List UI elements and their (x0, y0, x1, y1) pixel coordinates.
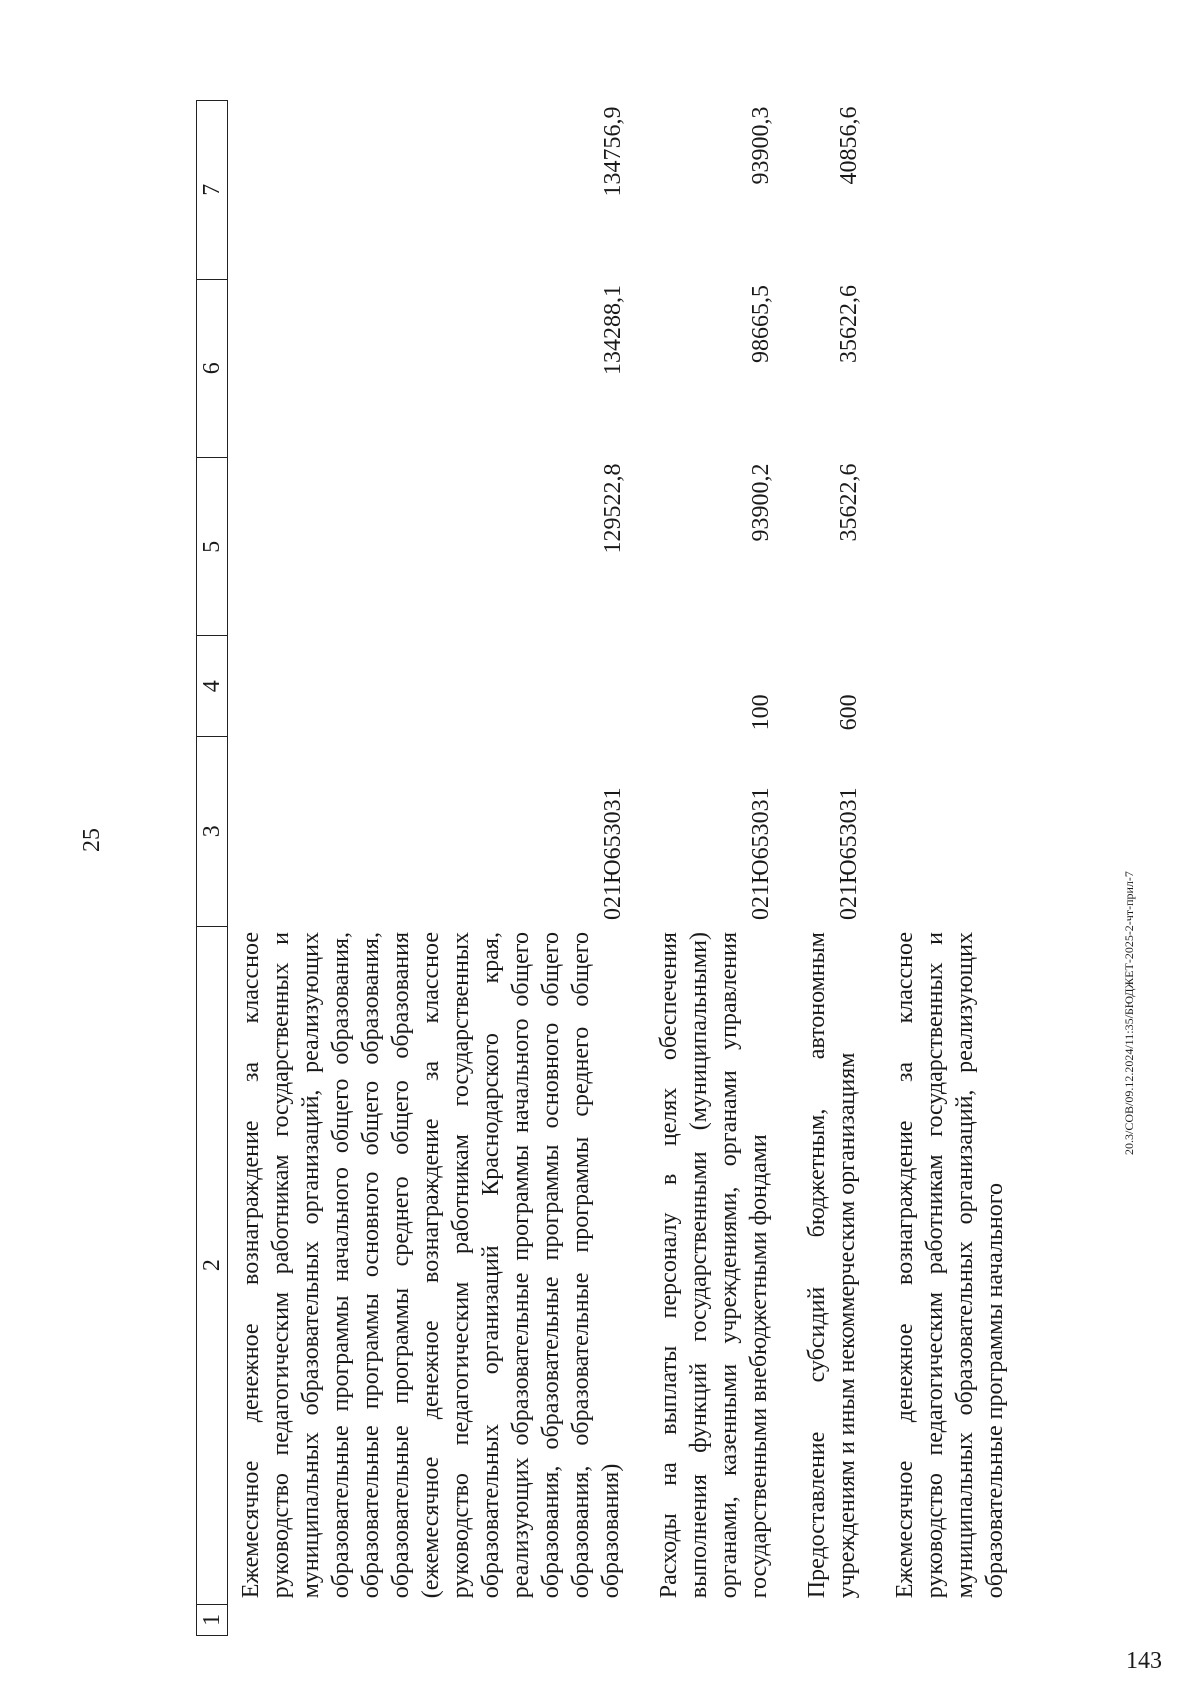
row-value-col5: 93900,2 (748, 463, 774, 542)
row-value-col7: 40856,6 (836, 106, 862, 185)
row-name: Ежемесячное денежное вознаграждение за классное руководство педагогическим работникам государственных и муниципальных образовательных организаций, реализующих образовательные программы начального (892, 932, 1008, 1599)
header-col-6: 6 (197, 279, 228, 457)
header-col-4: 4 (197, 636, 228, 736)
row-value-col6: 98665,5 (748, 285, 774, 364)
budget-table (196, 100, 1012, 1636)
row-expense-group (882, 636, 1012, 736)
row-expense-group (228, 636, 629, 736)
document-code-text: 20.3/СОВ/09.12.2024/11:35/БЮДЖЕТ-2025-2-чт-прил-7 (1122, 871, 1136, 1155)
header-col-1: 1 (197, 1604, 228, 1635)
row-value-col6: 134288,1 (600, 285, 626, 376)
row-expense-group: 100 (748, 694, 774, 731)
header-col-3: 3 (197, 736, 228, 926)
table-row (228, 101, 629, 1636)
budget-table-rotated (196, 100, 1026, 1636)
row-value-col6: 35622,6 (836, 285, 862, 364)
row-value-col6 (882, 279, 1012, 457)
row-value-col5: 35622,6 (836, 463, 862, 542)
row-value-col5: 129522,8 (600, 463, 626, 554)
header-col-7: 7 (197, 101, 228, 280)
header-col-2: 2 (197, 926, 228, 1604)
row-name: Предоставление субсидий бюджетным, автономным учреждениям и иным некоммерческим организациям (804, 932, 860, 1599)
page-number-bottom: 143 (1126, 1648, 1162, 1674)
header-col-5: 5 (197, 458, 228, 636)
row-value-col7: 134756,9 (600, 106, 626, 197)
table-header (197, 101, 228, 1636)
table-row (794, 101, 864, 1636)
row-name: Расходы на выплаты персоналу в целях обеспечения выполнения функций государственными (муниципальными) органами, казенными учреждениями, органами управления государственными внебюджетными фондами (656, 932, 772, 1599)
row-target-code (882, 736, 1012, 926)
row-expense-group: 600 (836, 694, 862, 731)
document-code (1122, 95, 1142, 1155)
table-row (646, 101, 776, 1636)
row-target-code: 021Ю653031 (600, 787, 626, 921)
row-value-col7: 93900,3 (748, 106, 774, 185)
row-value-col5 (882, 458, 1012, 636)
table-row (882, 101, 1012, 1636)
row-name: Ежемесячное денежное вознаграждение за классное руководство педагогическим работникам государственных и муниципальных образовательных организаций, реализующих образовательные программы начального общего образования, образовательные программы основного общего образования, образовательные программы среднего общего образования (ежемесячное денежное вознаграждение за классное руководство педагогическим работникам государственных образовательных организаций Краснодарского края, реализующих образовательные программы начального общего образования, образовательные программы основного общего образования, образовательные программы среднего общего образования) (238, 932, 624, 1599)
row-value-col7 (882, 101, 1012, 280)
row-target-code: 021Ю653031 (836, 787, 862, 921)
row-target-code: 021Ю653031 (748, 787, 774, 921)
page-number-top: 25 (79, 828, 105, 852)
